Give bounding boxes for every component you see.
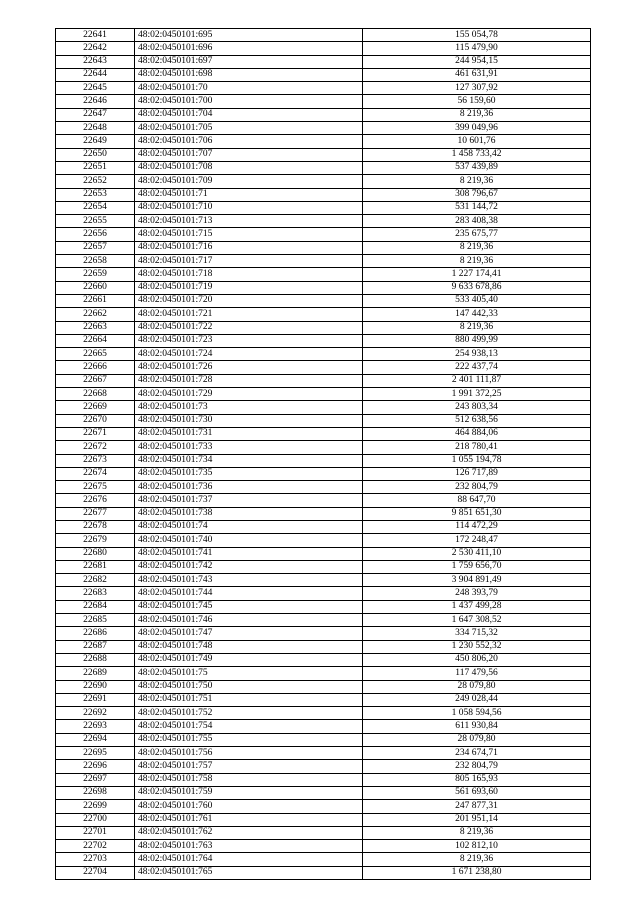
cadastral-value-cell: 805 165,93 [363, 773, 591, 786]
cadastral-value-cell: 1 437 499,28 [363, 600, 591, 613]
cadastral-number-cell: 48:02:0450101:708 [135, 161, 363, 174]
row-number-cell: 22651 [56, 161, 135, 174]
cadastral-number-cell: 48:02:0450101:719 [135, 281, 363, 294]
cadastral-number-cell: 48:02:0450101:695 [135, 29, 363, 42]
row-number-cell: 22658 [56, 255, 135, 268]
table-row [56, 29, 591, 42]
table-row [56, 866, 591, 879]
cadastral-number-cell: 48:02:0450101:717 [135, 255, 363, 268]
table-row [56, 188, 591, 201]
row-number-cell: 22689 [56, 667, 135, 680]
cadastral-value-cell: 8 219,36 [363, 321, 591, 334]
cadastral-value-cell: 222 437,74 [363, 361, 591, 374]
table-row [56, 693, 591, 706]
cadastral-number-cell: 48:02:0450101:730 [135, 414, 363, 427]
cadastral-value-cell: 8 219,36 [363, 255, 591, 268]
row-number-cell: 22682 [56, 574, 135, 587]
cadastral-value-cell: 232 804,79 [363, 481, 591, 494]
row-number-cell: 22679 [56, 534, 135, 547]
table-row [56, 122, 591, 135]
table-row [56, 388, 591, 401]
cadastral-number-cell: 48:02:0450101:75 [135, 667, 363, 680]
table-row [56, 321, 591, 334]
cadastral-value-cell: 8 219,36 [363, 108, 591, 121]
cadastral-number-cell: 48:02:0450101:709 [135, 175, 363, 188]
cadastral-number-cell: 48:02:0450101:720 [135, 294, 363, 307]
cadastral-value-cell: 147 442,33 [363, 308, 591, 321]
cadastral-value-cell: 254 938,13 [363, 348, 591, 361]
cadastral-value-cell: 512 638,56 [363, 414, 591, 427]
row-number-cell: 22656 [56, 228, 135, 241]
table-row [56, 800, 591, 813]
cadastral-value-cell: 399 049,96 [363, 122, 591, 135]
cadastral-value-cell: 1 230 552,32 [363, 640, 591, 653]
table-row [56, 494, 591, 507]
cadastral-number-cell: 48:02:0450101:696 [135, 42, 363, 55]
cadastral-number-cell: 48:02:0450101:749 [135, 653, 363, 666]
cadastral-number-cell: 48:02:0450101:760 [135, 800, 363, 813]
cadastral-number-cell: 48:02:0450101:731 [135, 427, 363, 440]
cadastral-value-cell: 172 248,47 [363, 534, 591, 547]
cadastral-value-cell: 450 806,20 [363, 653, 591, 666]
row-number-cell: 22646 [56, 95, 135, 108]
row-number-cell: 22681 [56, 560, 135, 573]
table-row [56, 614, 591, 627]
cadastral-value-cell: 531 144,72 [363, 201, 591, 214]
table-row [56, 42, 591, 55]
cadastral-value-cell: 88 647,70 [363, 494, 591, 507]
table-row [56, 481, 591, 494]
row-number-cell: 22650 [56, 148, 135, 161]
row-number-cell: 22688 [56, 653, 135, 666]
cadastral-value-cell: 9 633 678,86 [363, 281, 591, 294]
row-number-cell: 22652 [56, 175, 135, 188]
table-row [56, 574, 591, 587]
cadastral-number-cell: 48:02:0450101:750 [135, 680, 363, 693]
cadastral-number-cell: 48:02:0450101:697 [135, 55, 363, 68]
row-number-cell: 22673 [56, 454, 135, 467]
row-number-cell: 22684 [56, 600, 135, 613]
cadastral-number-cell: 48:02:0450101:765 [135, 866, 363, 879]
table-row [56, 720, 591, 733]
table-row [56, 454, 591, 467]
table-row [56, 68, 591, 81]
row-number-cell: 22675 [56, 481, 135, 494]
row-number-cell: 22672 [56, 441, 135, 454]
cadastral-value-cell: 114 472,29 [363, 520, 591, 533]
table-row [56, 241, 591, 254]
row-number-cell: 22687 [56, 640, 135, 653]
table-row [56, 308, 591, 321]
cadastral-number-cell: 48:02:0450101:758 [135, 773, 363, 786]
cadastral-number-cell: 48:02:0450101:761 [135, 813, 363, 826]
cadastral-number-cell: 48:02:0450101:716 [135, 241, 363, 254]
cadastral-number-cell: 48:02:0450101:707 [135, 148, 363, 161]
table-row [56, 547, 591, 560]
row-number-cell: 22666 [56, 361, 135, 374]
row-number-cell: 22654 [56, 201, 135, 214]
row-number-cell: 22701 [56, 826, 135, 839]
cadastral-number-cell: 48:02:0450101:752 [135, 707, 363, 720]
cadastral-number-cell: 48:02:0450101:73 [135, 401, 363, 414]
table-row [56, 82, 591, 95]
cadastral-number-cell: 48:02:0450101:740 [135, 534, 363, 547]
table-row [56, 441, 591, 454]
cadastral-number-cell: 48:02:0450101:722 [135, 321, 363, 334]
cadastral-value-cell: 1 058 594,56 [363, 707, 591, 720]
cadastral-number-cell: 48:02:0450101:735 [135, 467, 363, 480]
table-row [56, 853, 591, 866]
cadastral-value-cell: 1 991 372,25 [363, 388, 591, 401]
row-number-cell: 22704 [56, 866, 135, 879]
table-row [56, 560, 591, 573]
row-number-cell: 22665 [56, 348, 135, 361]
row-number-cell: 22693 [56, 720, 135, 733]
row-number-cell: 22643 [56, 55, 135, 68]
cadastral-number-cell: 48:02:0450101:721 [135, 308, 363, 321]
cadastral-value-cell: 1 458 733,42 [363, 148, 591, 161]
row-number-cell: 22697 [56, 773, 135, 786]
table-row [56, 773, 591, 786]
table-row [56, 228, 591, 241]
cadastral-value-cell: 8 219,36 [363, 826, 591, 839]
cadastral-value-table [55, 28, 591, 880]
table-row [56, 55, 591, 68]
table-row [56, 361, 591, 374]
cadastral-value-cell: 1 759 656,70 [363, 560, 591, 573]
table-row [56, 707, 591, 720]
cadastral-number-cell: 48:02:0450101:728 [135, 374, 363, 387]
cadastral-number-cell: 48:02:0450101:747 [135, 627, 363, 640]
cadastral-value-cell: 1 647 308,52 [363, 614, 591, 627]
cadastral-number-cell: 48:02:0450101:762 [135, 826, 363, 839]
cadastral-value-cell: 1 227 174,41 [363, 268, 591, 281]
cadastral-value-cell: 155 054,78 [363, 29, 591, 42]
row-number-cell: 22695 [56, 747, 135, 760]
table-row [56, 587, 591, 600]
table-row [56, 215, 591, 228]
table-row [56, 161, 591, 174]
cadastral-number-cell: 48:02:0450101:743 [135, 574, 363, 587]
cadastral-number-cell: 48:02:0450101:713 [135, 215, 363, 228]
cadastral-number-cell: 48:02:0450101:763 [135, 840, 363, 853]
row-number-cell: 22685 [56, 614, 135, 627]
cadastral-value-cell: 464 884,06 [363, 427, 591, 440]
cadastral-value-cell: 248 393,79 [363, 587, 591, 600]
table-row [56, 627, 591, 640]
table-row [56, 760, 591, 773]
cadastral-value-cell: 461 631,91 [363, 68, 591, 81]
cadastral-value-cell: 334 715,32 [363, 627, 591, 640]
cadastral-number-cell: 48:02:0450101:742 [135, 560, 363, 573]
cadastral-value-cell: 102 812,10 [363, 840, 591, 853]
table-row [56, 268, 591, 281]
row-number-cell: 22657 [56, 241, 135, 254]
table-row [56, 667, 591, 680]
cadastral-number-cell: 48:02:0450101:745 [135, 600, 363, 613]
row-number-cell: 22641 [56, 29, 135, 42]
table-row [56, 786, 591, 799]
table-row [56, 148, 591, 161]
table-row [56, 175, 591, 188]
cadastral-number-cell: 48:02:0450101:751 [135, 693, 363, 706]
cadastral-value-cell: 56 159,60 [363, 95, 591, 108]
cadastral-value-cell: 308 796,67 [363, 188, 591, 201]
table-row [56, 255, 591, 268]
cadastral-number-cell: 48:02:0450101:755 [135, 733, 363, 746]
row-number-cell: 22696 [56, 760, 135, 773]
cadastral-number-cell: 48:02:0450101:71 [135, 188, 363, 201]
table-row [56, 414, 591, 427]
cadastral-value-cell: 1 055 194,78 [363, 454, 591, 467]
row-number-cell: 22661 [56, 294, 135, 307]
row-number-cell: 22677 [56, 507, 135, 520]
row-number-cell: 22647 [56, 108, 135, 121]
table-row [56, 427, 591, 440]
cadastral-value-cell: 8 219,36 [363, 241, 591, 254]
table-row [56, 374, 591, 387]
row-number-cell: 22699 [56, 800, 135, 813]
cadastral-value-cell: 28 079,80 [363, 680, 591, 693]
cadastral-value-cell: 235 675,77 [363, 228, 591, 241]
table-row [56, 95, 591, 108]
cadastral-number-cell: 48:02:0450101:757 [135, 760, 363, 773]
row-number-cell: 22692 [56, 707, 135, 720]
cadastral-number-cell: 48:02:0450101:698 [135, 68, 363, 81]
row-number-cell: 22686 [56, 627, 135, 640]
table-row [56, 348, 591, 361]
table-row [56, 840, 591, 853]
row-number-cell: 22667 [56, 374, 135, 387]
table-row [56, 653, 591, 666]
row-number-cell: 22683 [56, 587, 135, 600]
cadastral-number-cell: 48:02:0450101:756 [135, 747, 363, 760]
cadastral-value-cell: 249 028,44 [363, 693, 591, 706]
cadastral-number-cell: 48:02:0450101:741 [135, 547, 363, 560]
cadastral-value-cell: 283 408,38 [363, 215, 591, 228]
table-row [56, 294, 591, 307]
row-number-cell: 22668 [56, 388, 135, 401]
table-row [56, 680, 591, 693]
cadastral-number-cell: 48:02:0450101:746 [135, 614, 363, 627]
cadastral-number-cell: 48:02:0450101:754 [135, 720, 363, 733]
table-row [56, 733, 591, 746]
row-number-cell: 22700 [56, 813, 135, 826]
cadastral-value-cell: 28 079,80 [363, 733, 591, 746]
cadastral-number-cell: 48:02:0450101:726 [135, 361, 363, 374]
cadastral-number-cell: 48:02:0450101:723 [135, 334, 363, 347]
table-row [56, 813, 591, 826]
row-number-cell: 22694 [56, 733, 135, 746]
cadastral-value-cell: 611 930,84 [363, 720, 591, 733]
cadastral-value-cell: 880 499,99 [363, 334, 591, 347]
row-number-cell: 22648 [56, 122, 135, 135]
cadastral-value-cell: 234 674,71 [363, 747, 591, 760]
cadastral-number-cell: 48:02:0450101:748 [135, 640, 363, 653]
table-row [56, 334, 591, 347]
cadastral-number-cell: 48:02:0450101:759 [135, 786, 363, 799]
table-row [56, 826, 591, 839]
cadastral-number-cell: 48:02:0450101:715 [135, 228, 363, 241]
cadastral-number-cell: 48:02:0450101:724 [135, 348, 363, 361]
table-row [56, 281, 591, 294]
row-number-cell: 22653 [56, 188, 135, 201]
table-row [56, 600, 591, 613]
row-number-cell: 22660 [56, 281, 135, 294]
row-number-cell: 22690 [56, 680, 135, 693]
cadastral-value-cell: 244 954,15 [363, 55, 591, 68]
cadastral-value-cell: 8 219,36 [363, 175, 591, 188]
row-number-cell: 22663 [56, 321, 135, 334]
cadastral-value-cell: 126 717,89 [363, 467, 591, 480]
cadastral-value-cell: 2 401 111,87 [363, 374, 591, 387]
cadastral-value-cell: 127 307,92 [363, 82, 591, 95]
cadastral-number-cell: 48:02:0450101:764 [135, 853, 363, 866]
row-number-cell: 22703 [56, 853, 135, 866]
cadastral-value-cell: 247 877,31 [363, 800, 591, 813]
row-number-cell: 22645 [56, 82, 135, 95]
table-row [56, 108, 591, 121]
cadastral-number-cell: 48:02:0450101:74 [135, 520, 363, 533]
row-number-cell: 22680 [56, 547, 135, 560]
row-number-cell: 22649 [56, 135, 135, 148]
row-number-cell: 22669 [56, 401, 135, 414]
table-body [56, 29, 591, 880]
cadastral-value-cell: 537 439,89 [363, 161, 591, 174]
cadastral-value-cell: 561 693,60 [363, 786, 591, 799]
row-number-cell: 22671 [56, 427, 135, 440]
cadastral-number-cell: 48:02:0450101:718 [135, 268, 363, 281]
table-row [56, 747, 591, 760]
row-number-cell: 22674 [56, 467, 135, 480]
row-number-cell: 22642 [56, 42, 135, 55]
row-number-cell: 22659 [56, 268, 135, 281]
table-row [56, 534, 591, 547]
cadastral-value-cell: 8 219,36 [363, 853, 591, 866]
cadastral-value-cell: 9 851 651,30 [363, 507, 591, 520]
row-number-cell: 22644 [56, 68, 135, 81]
cadastral-number-cell: 48:02:0450101:734 [135, 454, 363, 467]
cadastral-number-cell: 48:02:0450101:729 [135, 388, 363, 401]
cadastral-value-cell: 218 780,41 [363, 441, 591, 454]
cadastral-number-cell: 48:02:0450101:705 [135, 122, 363, 135]
table-row [56, 520, 591, 533]
cadastral-value-cell: 243 803,34 [363, 401, 591, 414]
row-number-cell: 22664 [56, 334, 135, 347]
cadastral-number-cell: 48:02:0450101:700 [135, 95, 363, 108]
cadastral-number-cell: 48:02:0450101:706 [135, 135, 363, 148]
cadastral-value-cell: 117 479,56 [363, 667, 591, 680]
cadastral-value-cell: 1 671 238,80 [363, 866, 591, 879]
cadastral-number-cell: 48:02:0450101:736 [135, 481, 363, 494]
cadastral-value-cell: 533 405,40 [363, 294, 591, 307]
table-row [56, 467, 591, 480]
cadastral-number-cell: 48:02:0450101:710 [135, 201, 363, 214]
row-number-cell: 22698 [56, 786, 135, 799]
cadastral-number-cell: 48:02:0450101:738 [135, 507, 363, 520]
row-number-cell: 22678 [56, 520, 135, 533]
row-number-cell: 22670 [56, 414, 135, 427]
cadastral-number-cell: 48:02:0450101:733 [135, 441, 363, 454]
row-number-cell: 22655 [56, 215, 135, 228]
cadastral-value-cell: 115 479,90 [363, 42, 591, 55]
table-row [56, 640, 591, 653]
cadastral-value-cell: 3 904 891,49 [363, 574, 591, 587]
cadastral-number-cell: 48:02:0450101:704 [135, 108, 363, 121]
cadastral-value-cell: 232 804,79 [363, 760, 591, 773]
row-number-cell: 22702 [56, 840, 135, 853]
cadastral-value-cell: 2 530 411,10 [363, 547, 591, 560]
cadastral-value-cell: 10 601,76 [363, 135, 591, 148]
row-number-cell: 22691 [56, 693, 135, 706]
cadastral-number-cell: 48:02:0450101:744 [135, 587, 363, 600]
cadastral-number-cell: 48:02:0450101:737 [135, 494, 363, 507]
row-number-cell: 22662 [56, 308, 135, 321]
table-row [56, 507, 591, 520]
table-row [56, 135, 591, 148]
row-number-cell: 22676 [56, 494, 135, 507]
table-row [56, 201, 591, 214]
table-row [56, 401, 591, 414]
cadastral-number-cell: 48:02:0450101:70 [135, 82, 363, 95]
cadastral-value-cell: 201 951,14 [363, 813, 591, 826]
